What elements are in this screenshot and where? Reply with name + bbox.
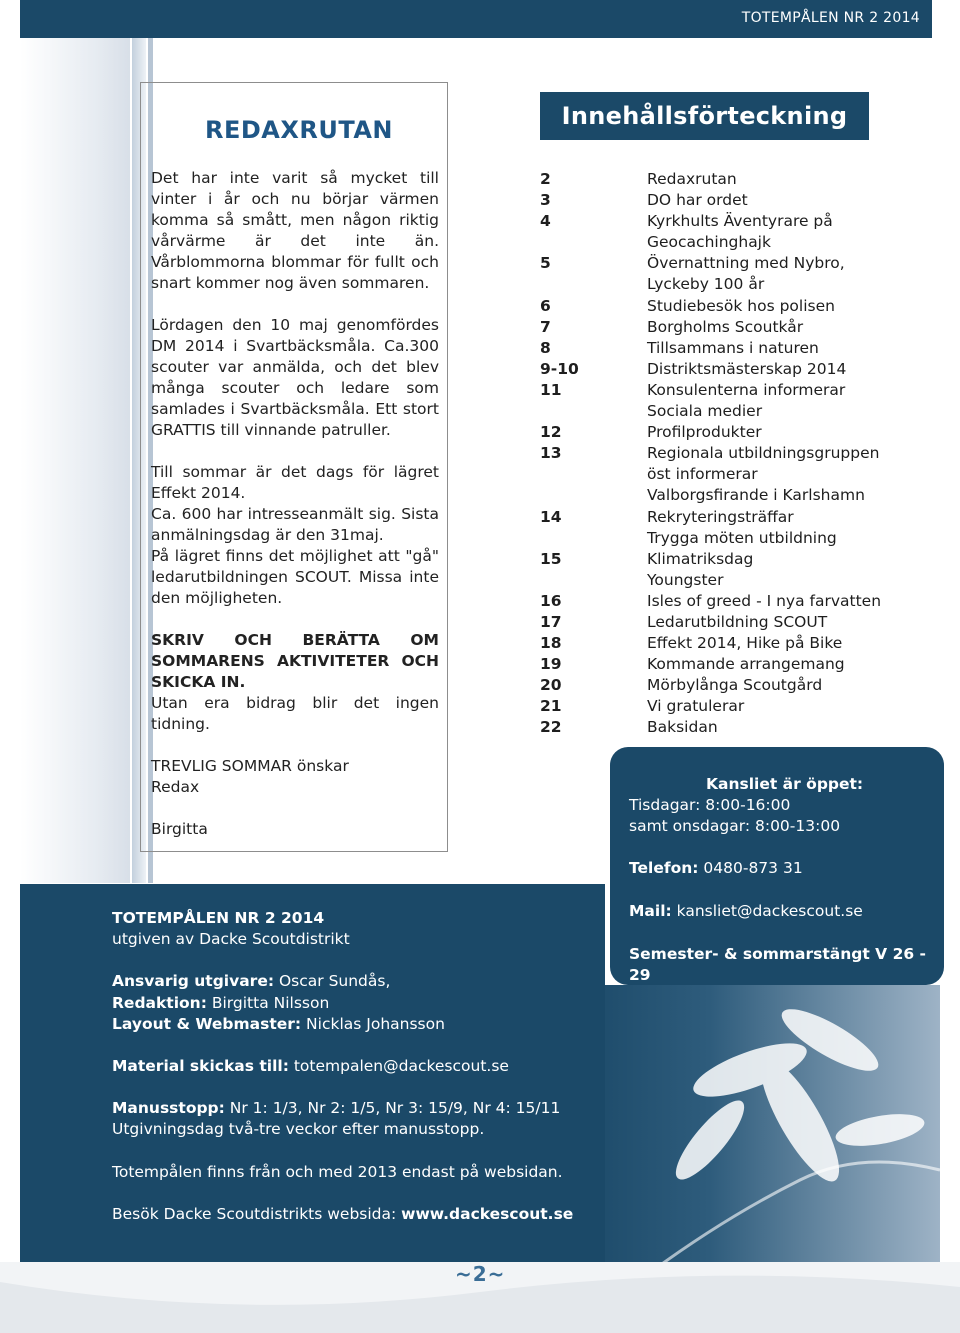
toc-title: Innehållsförteckning: [540, 92, 869, 140]
footer-utgivning: Utgivningsdag två-tre veckor efter manusstopp.: [112, 1120, 485, 1139]
toc-entry-title: öst informerar: [647, 465, 758, 484]
manus-value: Nr 1: 1/3, Nr 2: 1/5, Nr 3: 15/9, Nr 4: 15/11: [224, 1099, 561, 1118]
redaktion-label: Redaktion:: [112, 993, 207, 1012]
toc-page-number: 21: [540, 697, 562, 716]
toc-row[interactable]: [540, 211, 940, 232]
toc-entry-title: Youngster: [647, 570, 724, 589]
material-email[interactable]: totempalen@dackescout.se: [288, 1057, 509, 1076]
toc-entry-title: DO har ordet: [647, 191, 748, 210]
visit-label: Besök Dacke Scoutdistrikts websida:: [112, 1204, 402, 1223]
toc-page-number: [540, 274, 647, 295]
footer-redaktion: [112, 993, 573, 1014]
toc-page-number: [540, 401, 647, 422]
toc-entry-title: Valborgsfirande i Karlshamn: [647, 486, 865, 505]
office-mail: [629, 901, 863, 922]
toc-row[interactable]: [540, 507, 940, 528]
toc-row[interactable]: [540, 190, 940, 211]
toc-entry-title: Övernattning med Nybro,: [647, 254, 845, 273]
toc-row[interactable]: [540, 464, 940, 485]
toc-page-number: 7: [540, 317, 551, 336]
toc-entry-title: Tillsammans i naturen: [647, 338, 819, 357]
office-phone: [629, 858, 803, 879]
toc-page-number: 15: [540, 549, 562, 568]
toc-row[interactable]: [540, 253, 940, 274]
redax-sign: Birgitta: [151, 820, 208, 838]
toc-page-number: 5: [540, 254, 551, 273]
toc-page-number: [540, 464, 647, 485]
toc-row[interactable]: [540, 296, 940, 317]
phone-label: Telefon:: [629, 859, 699, 877]
mail-value[interactable]: kansliet@dackescout.se: [671, 902, 863, 920]
material-label: Material skickas till:: [112, 1057, 289, 1076]
header-bar: [20, 0, 932, 38]
toc-entry-title: Kyrkhults Äventyrare på: [647, 212, 833, 231]
page-number: ~2~: [455, 1262, 506, 1286]
toc-row[interactable]: [540, 633, 940, 654]
toc-page-number: 16: [540, 591, 562, 610]
footer-visit: [112, 1204, 573, 1225]
phone-value: 0480-873 31: [698, 859, 803, 877]
toc-page-number: 4: [540, 212, 551, 231]
toc-entry-title: Distriktsmästerskap 2014: [647, 359, 847, 378]
toc-page-number: 9-10: [540, 359, 579, 378]
toc-page-number: 14: [540, 507, 562, 526]
header-title: TOTEMPÅLEN NR 2 2014: [741, 10, 920, 26]
office-line: Tisdagar: 8:00-16:00: [629, 796, 791, 814]
toc-page-number: 20: [540, 676, 562, 695]
footer-manus: [112, 1098, 573, 1119]
layout-value: Nicklas Johansson: [301, 1014, 445, 1033]
toc-page-number: 18: [540, 634, 562, 653]
footer-ansvarig: [112, 971, 573, 992]
toc-entry-title: Vi gratulerar: [647, 697, 745, 716]
toc-page-number: 22: [540, 718, 562, 737]
toc-entry-title: Kommande arrangemang: [647, 655, 845, 674]
toc-row[interactable]: [540, 485, 940, 506]
toc-row[interactable]: [540, 380, 940, 401]
redax-paragraph: Utan era bidrag blir det ingen tidning.: [151, 694, 439, 733]
office-hours-box: [610, 747, 944, 985]
footer-web-note: Totempålen finns från och med 2013 endast på websidan.: [112, 1162, 563, 1181]
toc-page-number: 12: [540, 423, 562, 442]
redax-text: [151, 168, 439, 840]
toc-page-number: 6: [540, 296, 551, 315]
ansvarig-value: Oscar Sundås,: [274, 972, 391, 991]
toc-page-number: 11: [540, 380, 562, 399]
manus-label: Manusstopp:: [112, 1099, 225, 1118]
toc-entry-title: Geocachinghajk: [647, 233, 771, 252]
toc-entry-title: Ledarutbildning SCOUT: [647, 612, 828, 631]
toc-row[interactable]: [540, 359, 940, 380]
footer-title: TOTEMPÅLEN NR 2 2014: [112, 909, 325, 927]
toc-row[interactable]: [540, 443, 940, 464]
toc-page-number: 8: [540, 338, 551, 357]
flower-decoration: [600, 980, 960, 1280]
toc-row[interactable]: [540, 338, 940, 359]
toc-row[interactable]: [540, 528, 940, 549]
footer-text: [112, 908, 573, 1246]
toc-entry-title: Isles of greed - I nya farvatten: [647, 591, 882, 610]
toc-page-number: [540, 528, 647, 549]
toc-entry-title: Regionala utbildningsgruppen: [647, 444, 880, 463]
toc-entry-title: Trygga möten utbildning: [647, 528, 837, 547]
redax-paragraph: Till sommar är det dags för lägret Effekt 2014.: [151, 463, 439, 502]
toc-row[interactable]: [540, 717, 940, 738]
toc-entry-title: Rekryteringsträffar: [647, 507, 794, 526]
toc-entry-title: Profilprodukter: [647, 423, 762, 442]
toc-entry-title: Effekt 2014, Hike på Bike: [647, 634, 843, 653]
toc-page-number: [540, 570, 647, 591]
toc-row[interactable]: [540, 422, 940, 443]
toc-entry-title: Mörbylånga Scoutgård: [647, 676, 823, 695]
redaktion-value: Birgitta Nilsson: [206, 993, 330, 1012]
redax-paragraph: Det har inte varit så mycket till vinter i år och nu börjar värmen komma så smått, men någon riktig vårvärme är det inte än. Vårblommorna blommar för fullt och snart kommer nog även sommaren.: [151, 169, 439, 292]
toc-list: [540, 169, 940, 739]
toc-page-number: 19: [540, 655, 562, 674]
toc-entry-title: Redaxrutan: [647, 170, 737, 188]
toc-page-number: [540, 232, 647, 253]
toc-row[interactable]: [540, 274, 940, 295]
toc-row[interactable]: [540, 549, 940, 570]
toc-row[interactable]: [540, 401, 940, 422]
office-heading: Kansliet är öppet:: [706, 775, 864, 793]
toc-entry-title: Sociala medier: [647, 402, 763, 421]
toc-entry-title: Baksidan: [647, 718, 718, 737]
redax-paragraph: Lördagen den 10 maj genomfördes DM 2014 i Svartbäcksmåla. Ca.300 scouter var anmälda, och det blev många scouter och ledare som samlades i Svartbäcksmåla. Ett stort GRATTIS till vinnande patruller.: [151, 316, 439, 439]
redax-title: REDAXRUTAN: [205, 116, 394, 144]
toc-row[interactable]: [540, 696, 940, 717]
toc-row[interactable]: [540, 169, 940, 190]
redax-sign: Redax: [151, 778, 200, 796]
toc-row[interactable]: [540, 591, 940, 612]
toc-page-number: [540, 485, 647, 506]
redax-paragraph: Ca. 600 har intresseanmält sig. Sista anmälningsdag är den 31maj.: [151, 505, 439, 544]
toc-page-number: 3: [540, 191, 551, 210]
ansvarig-label: Ansvarig utgivare:: [112, 972, 275, 991]
redax-callout: SKRIV OCH BERÄTTA OM SOMMARENS AKTIVITETER OCH SKICKA IN.: [151, 631, 439, 691]
toc-row[interactable]: [540, 675, 940, 696]
toc-page-number: 2: [540, 170, 551, 188]
toc-page-number: 17: [540, 612, 562, 631]
mail-label: Mail:: [629, 902, 672, 920]
toc-row[interactable]: [540, 232, 940, 253]
toc-entry-title: Konsulenterna informerar: [647, 380, 846, 399]
toc-row[interactable]: [540, 570, 940, 591]
website-link[interactable]: www.dackescout.se: [401, 1204, 574, 1223]
toc-entry-title: Lyckeby 100 år: [647, 275, 765, 294]
toc-row[interactable]: [540, 612, 940, 633]
layout-label: Layout & Webmaster:: [112, 1014, 302, 1033]
toc-entry-title: Klimatriksdag: [647, 549, 754, 568]
redax-paragraph: På lägret finns det möjlighet att "gå" ledarutbildningen SCOUT. Missa inte den möjligheten.: [151, 547, 439, 607]
toc-entry-title: Borgholms Scoutkår: [647, 317, 804, 336]
toc-row[interactable]: [540, 317, 940, 338]
decorative-bar: [20, 38, 130, 883]
redax-greeting: TREVLIG SOMMAR önskar: [151, 757, 349, 775]
office-line: samt onsdagar: 8:00-13:00: [629, 817, 841, 835]
footer-material: [112, 1056, 573, 1077]
toc-entry-title: Studiebesök hos polisen: [647, 296, 835, 315]
toc-row[interactable]: [540, 654, 940, 675]
footer-subtitle: utgiven av Dacke Scoutdistrikt: [112, 930, 350, 949]
footer-layout: [112, 1014, 573, 1035]
office-closed: Semester- & sommarstängt V 26 - 29: [629, 945, 926, 984]
toc-page-number: 13: [540, 444, 562, 463]
